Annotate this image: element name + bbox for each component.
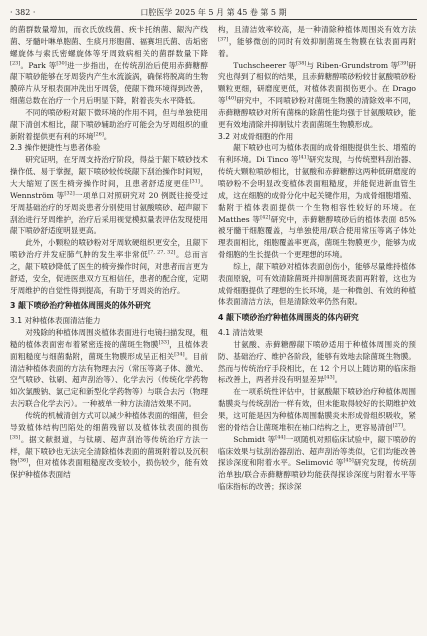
section-heading: 3 龈下喷砂治疗种植体周围炎的体外研究 (10, 301, 151, 311)
subsection-heading: 2.3 操作便捷性与患者体验 (10, 143, 101, 153)
running-header (10, 6, 417, 20)
paragraph: 对残除的种植体周围炎植体表面进行电镜扫描发现，粗糙的植体表面密布着紧密连接的菌斑生物膜[33]，且植体表面粗糙度与细菌黏附，菌斑生物膜形成呈正相关[34]。目前清洁种植体表面的方法有物理去污（常压等离子体、激光、空气喷砂、钛刷、超声刮治等）、化学去污（传统化学药物如次氯酸钠、氯己定和新型化学药物等）与联合去污（物理去污联合化学去污）。一种被单一种方法清洁效果不同。 (10, 328, 209, 409)
paragraph: Schmidt 等[44]一项随机对照临床试验中，龈下喷砂的临床效果与钛刮治器刮治、超声刮治等类似，它们均能改善探诊深度和附着水平。Selimović 等[45]研究发现，传统刮治单独/联合赤藓糖醇喷砂均能获得探诊深度与附着水平等临床指标的改善；探诊深 (218, 434, 416, 492)
left-column (10, 24, 208, 481)
paragraph: 在一项系统性评估中，甘氨酸龈下喷砂治疗种植体周围黏膜炎与传统刮治一样有效，但未能取得较好的长期维护效果，这可能是因为种植体周围黏膜炎未形成骨组织吸收，紧密的骨结合让菌斑堆积在袖口结构之上，更容易清创[27]。 (218, 387, 416, 432)
paragraph: Tuchscheerer 等[38]与 Riben-Grundstrom 等[39]研究也得到了相似的结果，且赤藓糖醇喷砂粉较甘氨酸喷砂粉颗粒更细，研磨度更低，对植体表面损伤更小。在 Drago 等[40]研究中，不同喷砂粉对菌斑生物膜的清除效率不同，赤藓糖醇喷砂对所有菌株的除菌性能均强于甘氨酸喷砂，能更有效地清除并抑制钛片表面菌斑生物膜形成。 (218, 60, 417, 129)
paragraph: 研究证明，在牙周支持治疗阶段，得益于龈下喷砂技术操作低、易于掌握，龈下喷砂较传统龈下刮治操作时间短，大大缩短了医生椅旁操作时间，且患者舒适度更佳[31]。Wennström 等[32]一项单口对照研究对 20 例既往接受过牙周基础治疗的牙周炎患者分别使用甘氨酸喷砂、超声龈下刮治进行牙周维护，治疗后采用视觉模拟量表评估发现使用龈下喷砂舒适度明显更高。 (10, 155, 209, 236)
right-column (218, 24, 416, 493)
page-number: · 382 · (10, 8, 36, 17)
section-heading: 4 龈下喷砂治疗种植体周围炎的体内研究 (218, 313, 359, 323)
journal-info: 口腔医学 2025 年 5 月 第 45 卷 第 5 期 (140, 8, 287, 17)
subsection-heading: 3.2 对成骨细胞的作用 (218, 131, 294, 141)
paragraph: 此外，小颗粒的喷砂粉对牙周软硬组织更安全，且龈下喷砂治疗并发症肺气肿的发生率非常低[7, 27, 32]。总而言之，龈下喷砂降低了医生的椅旁操作时间，对患者而言更为舒适，安全，促进医患双方互相信任，患者的配合度，定期牙周维护的自觉性得到提高，有助于牙周炎的治疗。 (10, 238, 209, 295)
paragraph: 甘氨酸、赤藓糖醇龈下喷砂适用于种植体周围炎的预防、基础治疗、维护各阶段，能够有效地去除菌斑生物膜。然而与传统治疗手段相比，在 12 个月以上随访期的临床指标改善上，两者并没有明显差异[43]。 (218, 339, 416, 385)
paragraph: 综上，龈下喷砂对植体表面创伤小，能够尽量维持植体表面原貌，可有效清除菌斑并抑制菌斑表面再附着，这也为成骨细胞提供了理想的生长环境，是一种微创、有效的种植体表面清洁方法，但是清除效率仍然有限。 (218, 261, 416, 307)
paragraph: 不同的喷砂粉对龈下微环境的作用不同，但与单独使用龈下清创术相比，龈下喷砂辅助治疗可能会为牙周组织的重新附着提供更有利的环境[26]。 (10, 107, 208, 141)
subsection-heading: 3.1 对种植体表面清洁能力 (10, 316, 101, 326)
paragraph: 的菌群数量增加，而衣氏放线菌、疾卡托纳菌、龈沟产线菌、牙髓叶啉单胞菌、生痰月形胞菌、福赛坦氏菌、齿垢密螺旋体与索氏密螺旋体等牙周致病相关的菌群数量下降[23]。Park 等[30]进一步指出，在传统刮治后使用赤藓糖醇龈下喷砂能够在牙周袋内产生水流漩涡，确保将脱离的生物膜碎片从牙根表面冲洗出牙周袋，使龈下微环境得到改善，细菌总数在治疗一个月后明显下降，附着丧失水平降低。 (10, 25, 208, 106)
paragraph: 传统的机械清创方式可以减少种植体表面的细菌，但会导致植体结构凹陷处的细菌残留以及植体钛表面的损伤[35]。据文献报道，与钛刷、超声刮治等传统治疗方法一样，龈下喷砂也无法完全清除植体表面的菌斑附着以及沉积物[36]，但对植体表面粗糙度改变较小，损伤较少，能有效保护种植体表面结 (10, 411, 209, 480)
paragraph: 构，且清洁效率较高，是一种清除种植体周围炎有效方法[37]，能够微创的同时有效抑制菌斑生物膜在钛表面再附着。 (218, 25, 416, 58)
subsection-heading: 4.1 清洁效果 (218, 328, 263, 338)
paragraph: 龈下喷砂也可为植体表面的成骨细胞提供生长、增殖的有利环境。Di Tinco 等[41]研究发现，与传统塑料刮治器、传统大颗粒喷砂相比，甘氨酸和赤藓糖醇这两种低研磨度的喷砂粉不会明显改变植体表面粗糙度，并能促进新血管生成，这在细胞的成骨分化中起关键作用，为成骨细胞增殖、黏附于植体表面提供一个生物相容性较好的环境。在 Matthes 等[42]研究中，赤藓糖醇喷砂后的植体表面 85% 被牙髓干细胞覆盖，与单独使用/联合使用常压等离子体处理表面相比，细胞覆盖率更高，菌斑生物膜更少，能够为成骨细胞的生长提供一个更理想的环境。 (218, 143, 416, 260)
